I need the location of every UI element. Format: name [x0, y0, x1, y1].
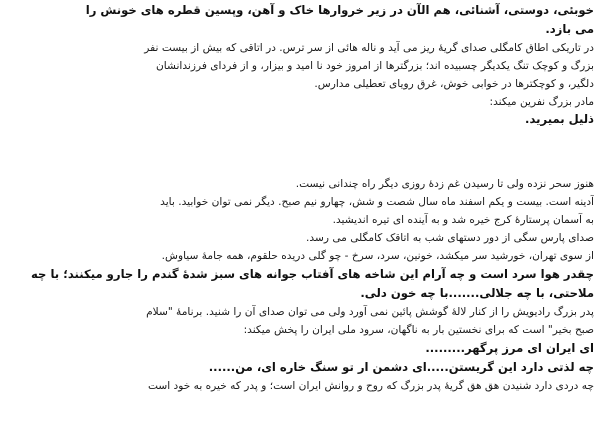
text-line: صبح بخیر" است که برای نخستین بار به ناگهان، سرود ملی ایران را پخش میکند: — [243, 324, 594, 336]
text-line: هنوز سحر نزده ولی تا رسیدن غم زدهٔ روزی دیگر راه چندانی نیست. — [295, 178, 594, 190]
text-line: از سوی تهران، خورشید سر میکشد، خونین، سرد، سرخ - چو گلی دریده حلقوم، همه جامهٔ سیاوش. — [161, 250, 594, 262]
text-line: می بازد. — [545, 22, 594, 36]
text-line: خوبئی، دوستی، آشنائی، هم الآن در زیر خروارها خاک و آهن، وپسین قطره های خونش را — [85, 3, 594, 17]
text-line: مادر بزرگ نفرین میکند: — [489, 96, 594, 108]
text-line: ملاحتی، با چه جلالی.......با چه خون دلی. — [360, 286, 594, 300]
text-line: چقدر هوا سرد است و چه آرام این شاخه های آفتاب جوانه های سبز شدهٔ گندم را جارو میکنند؛ با چه — [31, 267, 594, 281]
text-line: دلگیر، و کوچکترها در خوابی خوش، غرق رویای تعطیلی مدارس. — [314, 78, 594, 90]
text-line: ذلیل بمیرید. — [525, 112, 594, 126]
text-line: در تاریکی اطاق کامگلی صدای گریهٔ ریز می آید و ناله هائی از سر ترس. در اتاقی که بیش از بیست نفر — [144, 42, 594, 54]
text-line: به آسمان پرستارهٔ کرج خیره شد و به آینده ای تیره اندیشید. — [332, 214, 594, 226]
text-line: چه دردی دارد شنیدن هق هق گریهٔ پدر بزرگ که روح و روانش ایران است؛ و پدر که خیره به خود است — [147, 380, 594, 392]
text-line: بزرگ و کوچک تنگ یکدیگر چسبیده اند؛ بزرگترها از امروز خود نا امید و بیزار، و از فردای فرزندانشان — [156, 60, 594, 72]
text-line: ای ایران ای مرز پرگهر......... — [425, 341, 594, 355]
text-line: صدای پارس سگی از دور دستهای شب به اتاقک کامگلی می رسد. — [306, 232, 594, 244]
text-line: پدر بزرگ رادیویش را از کنار لالهٔ گوشش پائین نمی آورد ولی می توان صدای آن را شنید. برنامهٔ "سلام — [146, 306, 594, 318]
text-line: چه لذتی دارد این گریستن.....ای دشمن ار تو سنگ خاره ای، من...... — [208, 360, 594, 374]
text-line: آدینه است. بیست و یکم اسفند ماه سال شصت و شش، چهارو نیم صبح. دیگر نمی توان خوابید. باید — [160, 196, 594, 208]
